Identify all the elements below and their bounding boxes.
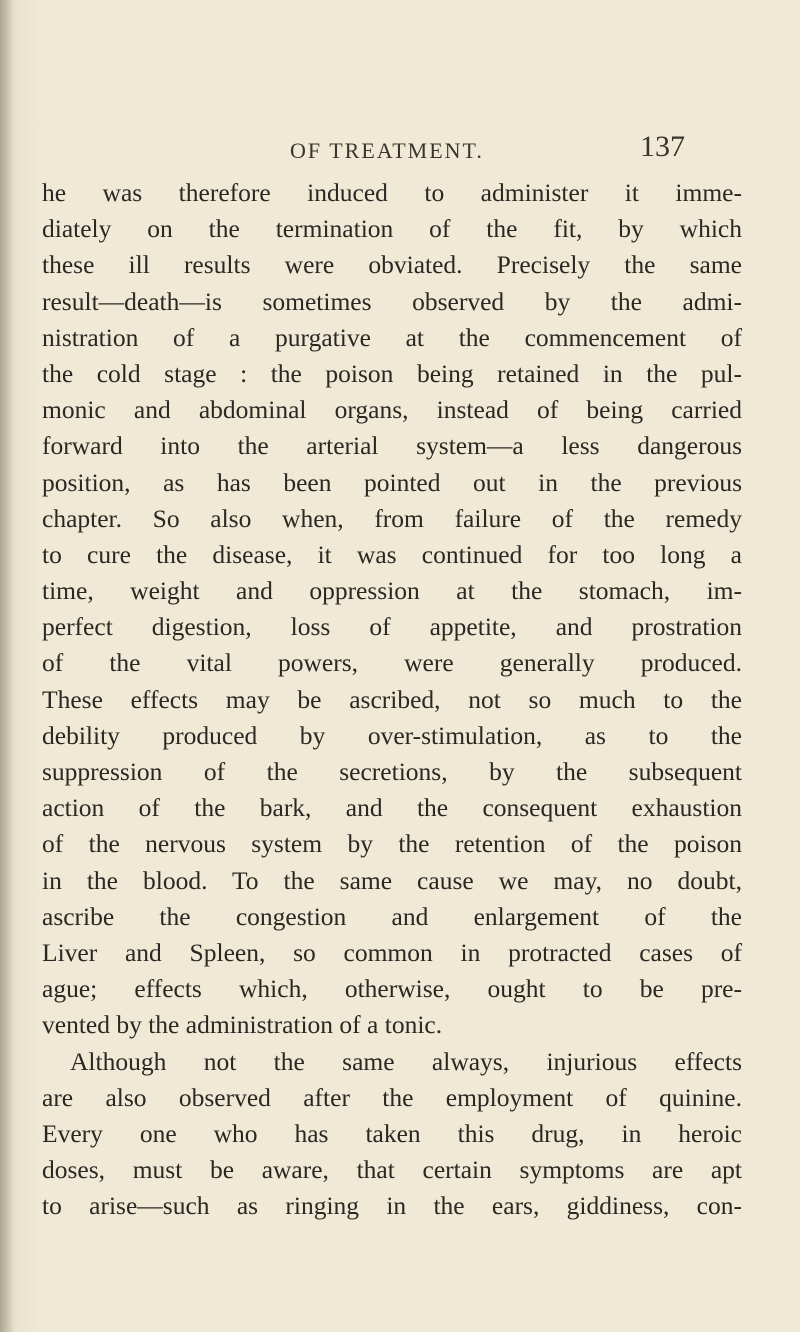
text-line: in the blood. To the same cause we may, no doubt, (42, 865, 742, 895)
text-line: ague; effects which, otherwise, ought to be pre- (42, 974, 742, 1004)
binding-shadow (0, 0, 14, 1332)
text-line: perfect digestion, loss of appetite, and prostration (42, 612, 742, 642)
body-text (42, 175, 742, 1224)
text-line: nistration of a purgative at the commencement of (42, 322, 742, 352)
text-line: of the vital powers, were generally produced. (42, 648, 742, 678)
text-line: position, as has been pointed out in the previous (42, 467, 742, 497)
text-line: forward into the arterial system—a less dangerous (42, 431, 742, 461)
running-title: OF TREATMENT. (290, 138, 484, 163)
text-line: diately on the termination of the fit, by which (42, 214, 742, 244)
paragraph-2 (42, 1044, 742, 1225)
text-line: are also observed after the employment of quinine. (42, 1082, 742, 1112)
text-line: Although not the same always, injurious effects (70, 1046, 742, 1076)
text-line: Liver and Spleen, so common in protracted cases of (42, 937, 742, 967)
text-line: debility produced by over-stimulation, as to the (42, 720, 742, 750)
text-line: vented by the administration of a tonic. (42, 1010, 443, 1040)
text-line: of the nervous system by the retention of the poison (42, 829, 742, 859)
text-line: doses, must be aware, that certain symptoms are apt (42, 1155, 742, 1185)
text-line: ascribe the congestion and enlargement of the (42, 901, 742, 931)
text-line: action of the bark, and the consequent exhaustion (42, 793, 742, 823)
running-head (0, 130, 800, 166)
text-line: the cold stage : the poison being retained in the pul- (42, 358, 742, 388)
text-line: these ill results were obviated. Precisely the same (42, 250, 742, 280)
text-line: monic and abdominal organs, instead of being carried (42, 395, 742, 425)
text-line: to arise—such as ringing in the ears, giddiness, con- (42, 1191, 742, 1221)
text-line: to cure the disease, it was continued for too long a (42, 539, 742, 569)
text-line: he was therefore induced to administer it imme- (42, 178, 742, 207)
text-line: Every one who has taken this drug, in heroic (42, 1118, 742, 1148)
text-line: time, weight and oppression at the stomach, im- (42, 576, 742, 606)
text-line: chapter. So also when, from failure of the remedy (42, 503, 742, 533)
text-line: suppression of the secretions, by the subsequent (42, 757, 742, 786)
paragraph-1 (42, 175, 742, 1044)
text-line: These effects may be ascribed, not so much to the (42, 684, 742, 714)
page-number: 137 (640, 130, 685, 163)
text-line: result—death—is sometimes observed by the admi- (42, 286, 742, 316)
